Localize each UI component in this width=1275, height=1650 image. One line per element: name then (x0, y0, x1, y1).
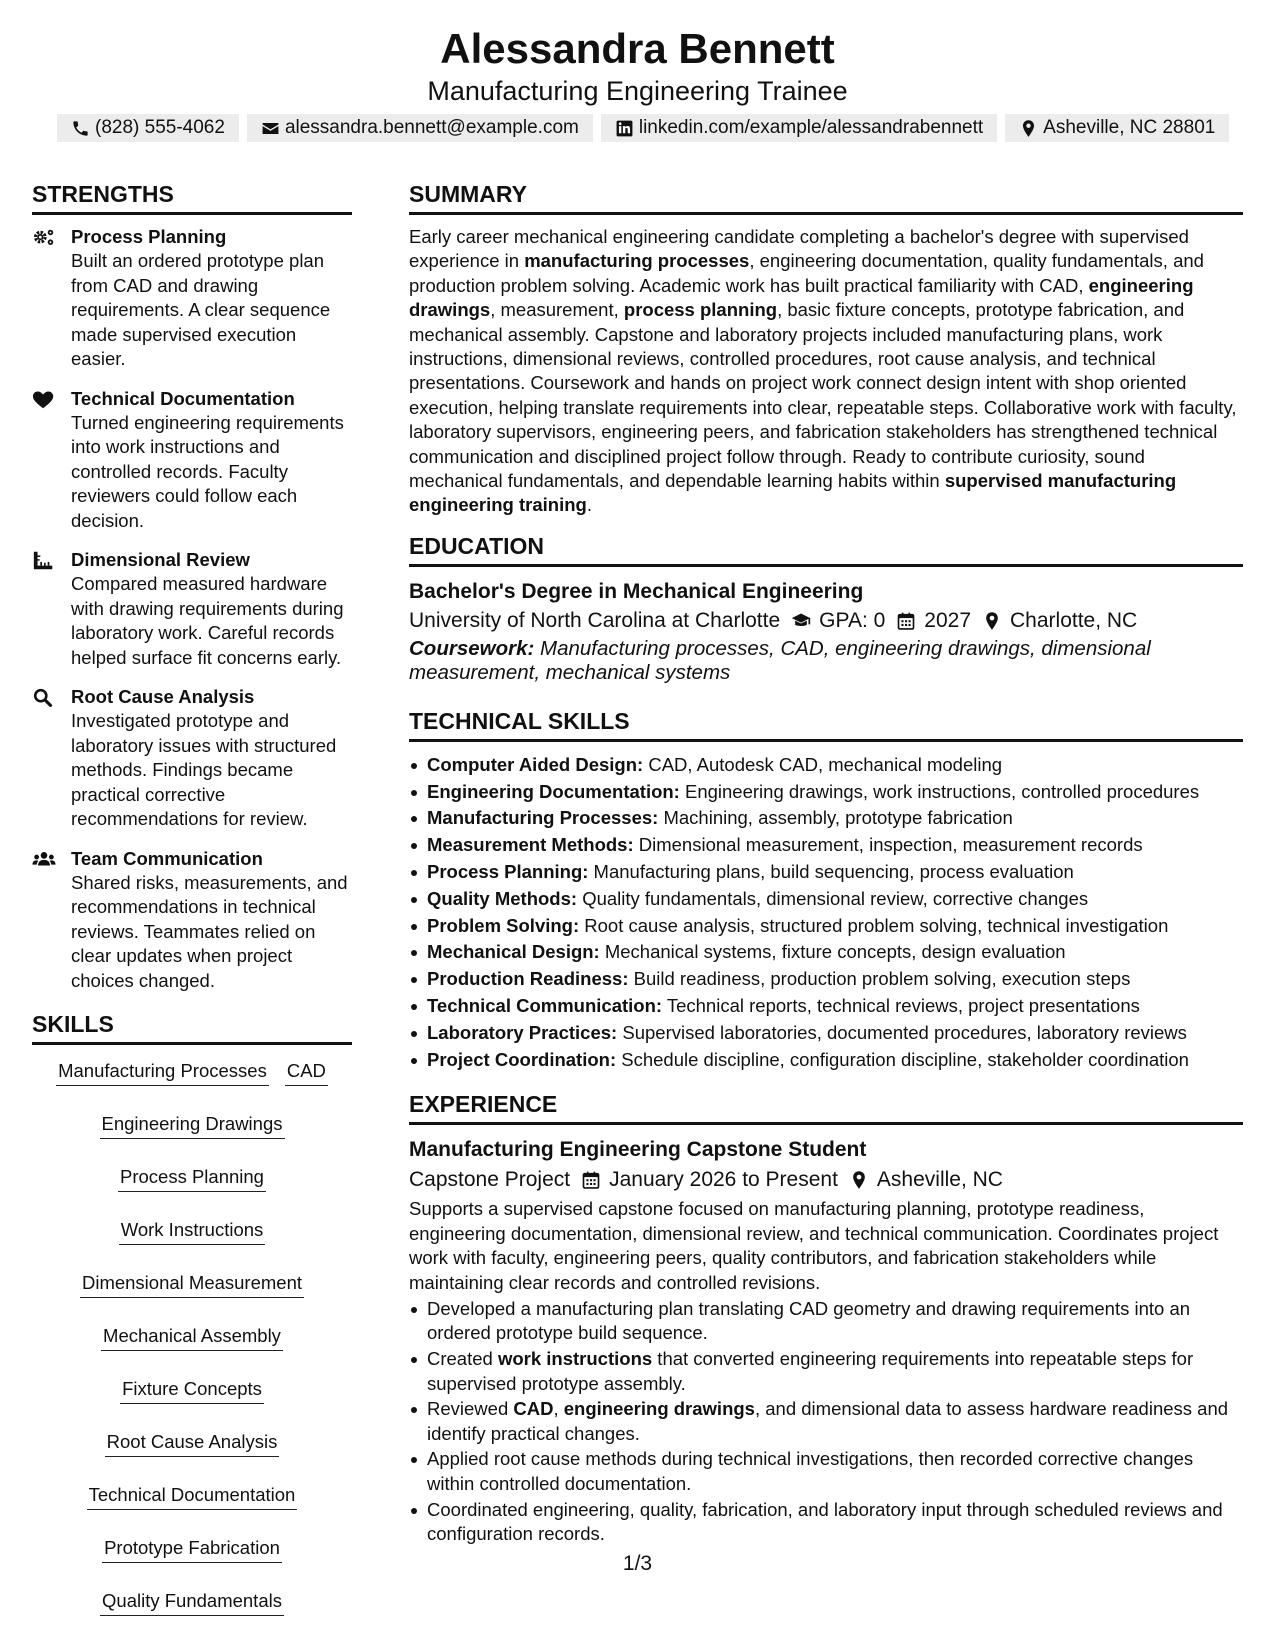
job-description: Supports a supervised capstone focused on manufacturing planning, prototype readiness, engineering documentation, dimensional review, and technical communication. Coordinates project work with faculty, engineering peers, quality contributors, and fabrication stakeholders while maintaining clear records and controlled revisions. (409, 1198, 1219, 1293)
summary-segment: , engineering documentation, quality fundamentals, and production problem solving. Academic work has built practical familiarity with CAD, (409, 250, 1204, 296)
strength-description: Turned engineering requirements into work instructions and controlled records. Faculty reviewers could follow each decision. (71, 411, 344, 531)
right-column (409, 178, 1243, 1548)
bullet-text: that converted engineering requirements into repeatable steps for supervised prototype assembly. (427, 1348, 1194, 1394)
page-number: 1/3 (622, 1552, 653, 1575)
skill-category: Problem Solving: (427, 914, 580, 936)
skill-category: Laboratory Practices: (427, 1021, 618, 1043)
strength-title: Team Communication (71, 847, 263, 869)
bullet-keyword: work instructions (497, 1348, 653, 1370)
skill-tag: Process Planning (118, 1165, 266, 1192)
list-item (409, 1347, 1243, 1396)
summary-keyword: engineering drawings (409, 274, 1194, 321)
bullet-text: Coordinated engineering, quality, fabrication, and laboratory input through scheduled reviews and configuration records. (427, 1498, 1223, 1544)
skill-values: Machining, assembly, prototype fabrication (663, 807, 1013, 829)
map-pin-icon (849, 1170, 869, 1190)
contact-linkedin-text: linkedin.com/example/alessandrabennett (638, 117, 984, 138)
skill-category: Quality Methods: (427, 887, 578, 909)
skill-values: Engineering drawings, work instructions, controlled procedures (684, 780, 1200, 802)
skill-values: Dimensional measurement, inspection, measurement records (638, 834, 1143, 856)
phone-icon (71, 119, 90, 138)
strength-item (32, 685, 352, 832)
skill-values: Schedule discipline, configuration discipline, stakeholder coordination (621, 1048, 1189, 1070)
education-gpa: GPA: 0 (819, 608, 886, 632)
candidate-name: Alessandra Bennett (440, 25, 835, 72)
education-school: University of North Carolina at Charlotte (409, 608, 781, 632)
map-pin-icon (982, 611, 1002, 631)
summary-keyword: manufacturing processes (524, 250, 750, 272)
job-location: Asheville, NC (876, 1168, 1003, 1192)
linkedin-icon (615, 119, 634, 138)
contact-email[interactable] (247, 114, 593, 142)
bullet-text: , (553, 1398, 564, 1420)
contact-bar (57, 114, 1229, 142)
contact-email-text: alessandra.bennett@example.com (284, 117, 579, 138)
education-meta (409, 606, 1243, 636)
skill-tag: Prototype Fabrication (102, 1536, 282, 1563)
skill-category: Manufacturing Processes: (427, 807, 659, 829)
list-item (409, 993, 1243, 1020)
bullet-text: Created (427, 1348, 498, 1370)
ruler-icon (32, 550, 56, 572)
list-item (409, 913, 1243, 940)
summary-keyword: process planning (623, 299, 778, 321)
job-bullets (409, 1297, 1243, 1546)
summary-segment: , basic fixture concepts, prototype fabrication, and mechanical assembly. Capstone and laboratory projects included manufacturing plans, work instructions, dimensional reviews, controlled procedures, root cause analysis, and technical presentations. Coursework and hands on project work connect design intent with shop oriented execution, helping translate requirements into clear, repeatable steps. Collaborative work with faculty, laboratory supervisors, engineering peers, and fabrication stakeholders has strengthened technical communication and disciplined project follow through. Ready to contribute curiosity, sound mechanical fundamentals, and dependable learning habits within (409, 299, 1237, 492)
bullet-text: Developed a manufacturing plan translating CAD geometry and drawing requirements into an ordered prototype build sequence. (427, 1298, 1191, 1344)
strength-description: Shared risks, measurements, and recommendations in technical reviews. Teammates relied on clear updates when project choices changed. (71, 871, 348, 991)
users-icon (32, 849, 56, 871)
job-title: Manufacturing Engineering Capstone Student (409, 1138, 867, 1162)
heart-icon (32, 389, 56, 411)
job-organization: Capstone Project (409, 1168, 571, 1192)
skill-tag: Mechanical Assembly (101, 1324, 283, 1351)
strength-item (32, 387, 352, 534)
skill-values: CAD, Autodesk CAD, mechanical modeling (648, 753, 1003, 775)
graduation-cap-icon (791, 611, 811, 631)
summary-text (409, 225, 1243, 518)
bullet-keyword: CAD (513, 1398, 554, 1420)
calendar-icon (896, 611, 916, 631)
coursework-list: Manufacturing processes, CAD, engineering drawings, dimensional measurement, mechanical systems (409, 636, 1151, 684)
skill-tag: Root Cause Analysis (105, 1430, 280, 1457)
envelope-icon (261, 119, 280, 138)
technical-skills-list (409, 752, 1243, 1074)
list-item (409, 1047, 1243, 1074)
skill-values: Mechanical systems, fixture concepts, design evaluation (604, 941, 1066, 963)
contact-phone[interactable] (57, 114, 239, 142)
education-degree: Bachelor's Degree in Mechanical Engineering (409, 579, 864, 603)
candidate-title: Manufacturing Engineering Trainee (427, 76, 848, 106)
skill-category: Process Planning: (427, 861, 589, 883)
skill-values: Supervised laboratories, documented procedures, laboratory reviews (622, 1021, 1187, 1043)
strength-item (32, 548, 352, 670)
left-column (32, 178, 352, 1616)
skills-heading: SKILLS (32, 1008, 352, 1045)
bullet-text: , and dimensional data to assess hardware readiness and identify practical changes. (427, 1398, 1229, 1444)
search-icon (32, 687, 56, 709)
list-item (409, 859, 1243, 886)
strength-title: Root Cause Analysis (71, 686, 255, 707)
bullet-text: Applied root cause methods during technical investigations, then recorded corrective changes within controlled documentation. (427, 1448, 1194, 1494)
education-coursework (409, 637, 1243, 685)
strengths-heading: STRENGTHS (32, 178, 352, 215)
list-item (409, 832, 1243, 859)
technical-skills-heading: TECHNICAL SKILLS (409, 705, 1243, 742)
contact-location-text: Asheville, NC 28801 (1043, 117, 1216, 138)
summary-heading: SUMMARY (409, 178, 1243, 215)
list-item (409, 1397, 1243, 1446)
bullet-text: Reviewed (427, 1398, 514, 1420)
map-pin-icon (1019, 119, 1038, 138)
list-item (409, 966, 1243, 993)
job-meta (409, 1165, 1243, 1195)
list-item (409, 1297, 1243, 1346)
experience-heading: EXPERIENCE (409, 1088, 1243, 1125)
strength-item (32, 225, 352, 372)
skill-tag: Dimensional Measurement (80, 1271, 304, 1298)
list-item (409, 1447, 1243, 1496)
strength-title: Technical Documentation (71, 387, 295, 409)
skill-values: Manufacturing plans, build sequencing, process evaluation (593, 861, 1074, 883)
summary-segment: , measurement, (490, 299, 624, 321)
list-item (409, 886, 1243, 913)
education-heading: EDUCATION (409, 530, 1243, 567)
list-item (409, 752, 1243, 779)
skill-tag: Engineering Drawings (100, 1112, 285, 1139)
education-year: 2027 (924, 608, 972, 632)
strength-title: Process Planning (71, 226, 227, 247)
list-item (409, 939, 1243, 966)
contact-linkedin[interactable] (601, 114, 997, 142)
skill-tag: Technical Documentation (87, 1483, 298, 1510)
skill-category: Mechanical Design: (427, 941, 600, 963)
strength-description: Compared measured hardware with drawing requirements during laboratory work. Careful records helped surface fit concerns early. (71, 573, 344, 668)
list-item (409, 1498, 1243, 1547)
skill-category: Measurement Methods: (427, 834, 634, 856)
skills-section (32, 1008, 352, 1616)
summary-segment: Early career mechanical engineering candidate completing a bachelor's degree with supervised experience in (409, 226, 1189, 272)
resume-header (0, 22, 1275, 108)
job-dates: January 2026 to Present (609, 1168, 838, 1192)
skill-tag: Work Instructions (119, 1218, 266, 1245)
skill-values: Quality fundamentals, dimensional review, corrective changes (582, 887, 1089, 909)
skill-tag-list (32, 1055, 352, 1616)
skill-category: Project Coordination: (427, 1048, 617, 1070)
contact-phone-text: (828) 555-4062 (95, 117, 225, 138)
skill-tag: Fixture Concepts (120, 1377, 264, 1404)
list-item (409, 1020, 1243, 1047)
skill-tag: CAD (285, 1059, 328, 1086)
skill-category: Computer Aided Design: (427, 753, 644, 775)
education-location: Charlotte, NC (1010, 608, 1138, 632)
skill-category: Technical Communication: (427, 995, 663, 1017)
skill-tag: Quality Fundamentals (100, 1589, 284, 1616)
strength-title: Dimensional Review (71, 549, 250, 570)
skill-values: Technical reports, technical reviews, project presentations (666, 995, 1140, 1017)
summary-keyword: supervised manufacturing engineering training (409, 470, 1177, 516)
list-item (409, 805, 1243, 832)
calendar-icon (581, 1170, 601, 1190)
strength-description: Built an ordered prototype plan from CAD and drawing requirements. A clear sequence made supervised execution easier. (71, 250, 331, 369)
skill-category: Production Readiness: (427, 968, 629, 990)
skill-values: Build readiness, production problem solving, execution steps (633, 968, 1131, 990)
list-item (409, 779, 1243, 806)
gears-icon (32, 227, 56, 249)
strength-description: Investigated prototype and laboratory issues with structured methods. Findings became practical corrective recommendations for review. (71, 710, 337, 829)
summary-segment: . (586, 494, 592, 516)
contact-location[interactable] (1005, 114, 1229, 142)
skill-category: Engineering Documentation: (427, 780, 680, 802)
skill-tag: Manufacturing Processes (56, 1059, 269, 1086)
coursework-label: Coursework: (409, 636, 535, 660)
bullet-keyword: engineering drawings (563, 1398, 755, 1420)
strength-item (32, 847, 352, 994)
skill-values: Root cause analysis, structured problem solving, technical investigation (584, 914, 1169, 936)
